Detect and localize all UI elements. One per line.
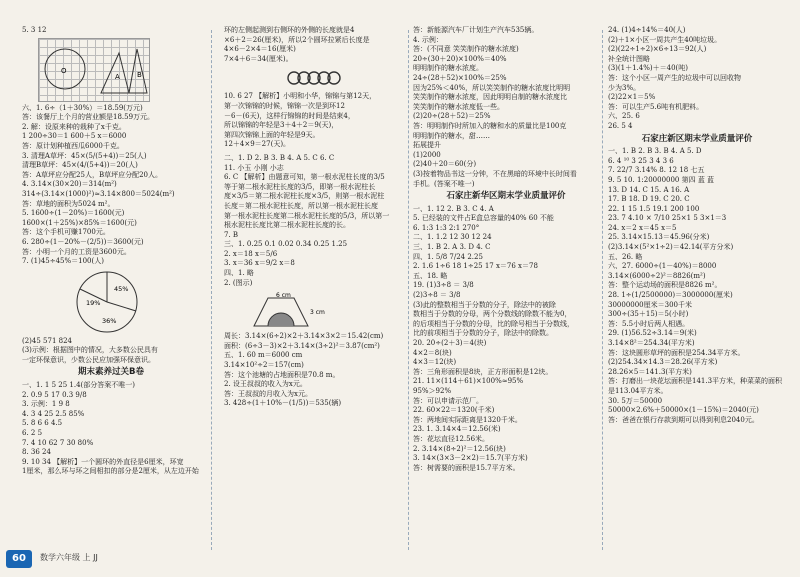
answer-line: 20÷(30＋20)×100%＝40% <box>413 54 507 63</box>
answer-line: 300÷(35＋15)＝5(小时) <box>608 310 689 319</box>
answer-line: 13. D 14. C 15. A 16. A <box>608 185 690 194</box>
answer-line: 答：可以申请示范厂。 <box>413 396 483 405</box>
answer-line: 答：明明制作时所加入的糖和水的质量比是100克 <box>413 121 567 130</box>
column-4 <box>608 26 786 425</box>
svg-text:6 cm: 6 cm <box>276 292 291 300</box>
answer-line: 答：A草坪应分配25人，B草坪应分配20人。 <box>22 170 163 179</box>
book-title: 数学六年级 上 JJ <box>40 553 98 562</box>
answer-line: 答：花坛直径12.56米。 <box>413 434 490 443</box>
answer-line: 笑笑制作的糖水浓度，因此明明自制的糖水浓度比 <box>413 93 567 102</box>
answer-line: 答：爸爸在银行存款到期可以得到利息2040元。 <box>608 415 759 424</box>
answer-line: 5. 1600÷(1－20%)＝1600(元) <box>22 209 125 218</box>
answer-line: (2)20÷(28＋52)＝25% <box>413 112 491 121</box>
answer-line: 答：小明一个月的工资是3600元。 <box>22 247 131 256</box>
answer-line: 明明制作的糖水浓度。 <box>413 64 483 73</box>
answer-line: 周长：3.14×(6÷2)×2＋3.14×3×2＝15.42(cm) <box>224 332 384 341</box>
answer-line: 28.26×5＝141.3(平方米) <box>608 367 692 376</box>
answer-line: 2. (图示) <box>224 278 253 287</box>
answer-line: (3)(1＋1.4%)＋＝40(吨) <box>608 64 688 73</box>
answer-line: 是113.04平方米。 <box>608 386 668 395</box>
column-divider <box>602 30 603 550</box>
answer-line: 17. B 18. D 19. C 20. C <box>608 195 690 204</box>
answer-line: 1600×(1＋25%)×85%＝1600(元) <box>22 218 137 227</box>
answer-line: 3. 示例：1 9 8 <box>22 400 70 409</box>
answer-line: (3)按着物品书这一分钟，不在黑暗的环境中长时间看 <box>413 169 577 178</box>
answer-line: 四、1. 5/8 7/24 2.25 <box>413 252 483 261</box>
answer-line: 9. 5 10. 1:20000000 第四 蓝 蓝 <box>608 175 715 184</box>
answer-line: 四、1. 略 <box>224 269 254 278</box>
answer-line: 笑笑制作的糖水浓度低一些。 <box>413 102 504 111</box>
answer-line: 三、1. 0.25 0.1 0.02 0.34 0.25 1.25 <box>224 240 348 249</box>
answer-line: (2)3.14×(5²×1÷2)＝42.14(平方分米) <box>608 243 734 252</box>
section-title-b: 期末素养过关B卷 <box>78 367 144 378</box>
answer-line: 答：整个运动场的面积是8826 m²。 <box>608 281 722 290</box>
column-3 <box>413 26 599 473</box>
answer-line: 比的前项相当于分数的分子，除法中的除数。 <box>413 329 553 338</box>
answer-line: 2. 设王叔叔的收入为x元。 <box>224 380 307 389</box>
section-title-xinqu: 石家庄新区期末学业质量评价 <box>641 133 753 144</box>
answer-line: 12＋4×9＝27(天)。 <box>224 140 291 149</box>
answer-line: 答：原计划种植西瓜6000千克。 <box>22 141 124 150</box>
answer-line: 答：5.5小时后两人相遇。 <box>608 319 690 328</box>
answer-line: 答：这块圆形草坪的面积是254.34平方米。 <box>608 348 745 357</box>
section-title-xinhua: 石家庄新华区期末学业质量评价 <box>446 191 566 202</box>
pie-chart-figure <box>72 269 142 335</box>
answer-line: 一、1. B 2. B 3. B 4. A 5. D <box>608 147 702 156</box>
answer-line: 50000×2.6%＋50000×(1－15%)＝2040(元) <box>608 406 759 415</box>
answer-line: 面积：(6÷3－3)×2＋3.14×(3÷2)²＝3.87(cm²) <box>224 341 380 350</box>
answer-line: 7×4＋6＝34(厘米)。 <box>224 54 293 63</box>
answer-line: 314÷(3.14×(1000)²)≈3.14×800＝5024(m²) <box>22 189 175 198</box>
answer-line: (1)2000 <box>413 150 441 159</box>
answer-line: 11. 小玉 小刚 小志 <box>224 163 284 172</box>
page-number-badge: 60 <box>6 550 32 568</box>
answer-line: 拓展提升 <box>413 141 441 150</box>
answer-line: 22. 60×22＝1320(千米) <box>413 406 495 415</box>
answer-line: 的后项相当于分数的分母，比的除号相当于分数线， <box>413 319 574 328</box>
answer-line: 2. 解：设原来种的栽种了x千克。 <box>22 122 126 131</box>
svg-text:A: A <box>115 72 120 81</box>
answer-line: 六、1. 6÷（1＋30%）＝18.59(万元) <box>22 103 143 112</box>
answer-line: 3.14×(6000÷2)²＝8826(m²) <box>608 271 706 280</box>
answer-line: 答：打磨出一块花坛面积是141.3平方米，种菜菜的面积 <box>608 377 783 386</box>
answer-line: 一、1. 12 2. B 3. C 4. A <box>413 204 494 213</box>
page-footer <box>0 548 800 577</box>
answer-line: 7. 22/7 3.14% 8. 12 18 七五 <box>608 166 705 175</box>
answer-line: 因为25%＜40%，所以笑笑制作的糖水浓度比明明 <box>413 83 571 92</box>
answer-line: (2)＋1×小区一周共产生40吨垃圾。 <box>608 35 722 44</box>
answer-line: 10. 6 27 【解析】小明和小华，锦锦与第12天， <box>224 92 377 101</box>
geometry-sketch <box>39 39 151 103</box>
answer-line: 24. x＝2 x＝45 x＝5 <box>608 223 677 232</box>
answer-line: 23. 7 4.10 × 7/10 25×1 5 3×1＝3 <box>608 214 727 223</box>
answer-line: 答：三角形面积是8块，正方形面积是12块。 <box>413 367 553 376</box>
answer-line: 3. 清理A草坪：45×(5/(5+4))＝25(人) <box>22 151 147 160</box>
answer-line: 五、26. 略 <box>608 252 643 261</box>
answer-line: 答：两地间实际距离是1320千米。 <box>413 415 522 424</box>
answer-line: 第一根水泥柱长度第二根水泥柱长度的5/3，所以第一 <box>224 211 390 220</box>
answer-line: 19. (1)3÷8 ＝ 3/8 <box>413 281 474 290</box>
answer-line: 长度＝第二根水泥柱长度，所以第一根水泥柱长度 <box>224 201 378 210</box>
answer-line: 二、1. 1.2 12 30 12 24 <box>413 233 492 242</box>
answer-line: 等于第二根水泥柱长度的3/5，即第一根水泥柱长 <box>224 182 376 191</box>
answer-line: 26. 5 4 <box>608 121 633 130</box>
pie-label-c: 36% <box>102 316 117 325</box>
answer-line: (2)3÷8 ＝ 3/8 <box>413 291 461 300</box>
answer-line: 二、1. D 2. B 3. B 4. A 5. C 6. C <box>224 153 335 162</box>
svg-text:3 cm: 3 cm <box>310 309 325 317</box>
answer-line: 所以锦锦的年轻是3＋4＋2＝9(天)， <box>224 121 339 130</box>
answer-line: 5. 3 12 <box>22 26 47 34</box>
answer-line: 7. (1)45÷45%＝100(人) <box>22 257 104 266</box>
svg-text:O: O <box>61 66 67 75</box>
answer-line: 4×6－2×4＝16(厘米) <box>224 45 296 54</box>
answer-line: 95%＞92% <box>413 386 452 395</box>
answer-line: 3.14×10²÷2＝157(cm) <box>224 361 304 370</box>
answer-line: 答：这个手机可赚1700元。 <box>22 228 110 237</box>
answer-line: 根水泥柱长度比第二根水泥柱长度的长。 <box>224 221 350 230</box>
answer-line: 答：可以生产5.6吨有机肥料。 <box>608 102 704 111</box>
answer-line: 五、1. 60 m＝6000 cm <box>224 351 303 360</box>
answer-line: 2. 1.6 1÷6 18 1÷25 17 x＝76 x＝78 <box>413 262 538 271</box>
answer-line: 29. (1)56.52÷3.14＝9(米) <box>608 329 697 338</box>
column-2 <box>224 26 404 409</box>
answer-line: (2)40＋20＝60(分) <box>413 160 477 169</box>
answer-line: 补全统计图略 <box>608 54 650 63</box>
answer-line: 环的左侧起测到右侧环的外侧的长度就是4 <box>224 26 355 34</box>
grid-figure <box>38 38 150 102</box>
answer-line: 6. 1:3 1:3 2:1 270° <box>413 223 480 232</box>
column-1 <box>22 26 200 477</box>
answer-line: 五、18. 略 <box>413 271 448 280</box>
answer-line: 第四次锦锦上面的年轻是9天。 <box>224 130 320 139</box>
rings-figure <box>224 66 404 90</box>
answer-line: 第一次锦锦的时候，锦锦一次是到环12 <box>224 101 345 110</box>
answer-line: 22. 1 15 1.5 19.1 200 100 <box>608 204 700 213</box>
answer-line: 1厘米，那么环与环之间相扣的部分是2厘米，从左边开始 <box>22 467 199 476</box>
answer-line: －6－(6天)，这样行锦锦的时间是结束4， <box>224 111 355 120</box>
answer-line: 4×2＝8(块) <box>413 348 452 357</box>
answer-line: 1 200÷30＝1 600＋5 x＝6000 <box>22 132 127 141</box>
answer-line: 6. 2 5 <box>22 429 43 438</box>
answer-line: 4. 3 4 25 2.5 85% <box>22 409 85 418</box>
answer-line: 答：(不同意 笑笑制作的糖水浓度) <box>413 45 519 54</box>
answer-line: (2)45 571 824 <box>22 336 72 345</box>
answer-line: 7. B <box>224 230 239 239</box>
answer-line: (2)254.34×14.3＝28.26(平方米) <box>608 358 718 367</box>
pie-label-b: 19% <box>86 298 101 307</box>
answer-line: 答：该餐厅上个月的营业额是18.59万元。 <box>22 113 155 122</box>
answer-line: 7. 4 10 62 7 30 80% <box>22 438 94 447</box>
answer-line: 3.14×8²＝254.34(平方米) <box>608 339 695 347</box>
answer-line: 24÷(28＋52)×100%＝25% <box>413 73 507 82</box>
answer-line: 25. 3.14×15.13＝45.96(分米) <box>608 233 710 242</box>
answer-line: 30000000厘米＝300千米 <box>608 300 692 309</box>
answer-line: 答：树需要的面积是15.7平方米。 <box>413 463 520 472</box>
answer-line: 23. 1. 3.14×4＝12.56(米) <box>413 425 501 434</box>
answer-line: 少为3%。 <box>608 83 641 92</box>
answer-line: 明明制作的糖水，甜…… <box>413 131 490 140</box>
answer-line: (3)示例：根据图中的情况，大多数公民具有 <box>22 346 158 355</box>
answer-line: 8. 36 24 <box>22 448 51 457</box>
answer-line: 20. 20÷(2＋3)＝4(块) <box>413 339 487 347</box>
answer-line: 数相当于分数的分母，两个分数线的除数不能为0， <box>413 310 572 319</box>
answer-line: 5. 已经装的文件占E盒总容量的40% 60 不能 <box>413 214 554 223</box>
answer-line: 答：草地的面积为5024 m²。 <box>22 199 115 208</box>
answer-line: 六、27. 6000÷(1－40%)＝8000 <box>608 262 717 271</box>
answer-line: 6. 4 ¹⁰ 3 25 3 4 3 6 <box>608 156 674 165</box>
pie-label-a: 45% <box>114 284 129 293</box>
answer-line: 六、25. 6 <box>608 112 640 121</box>
answer-line: 一定环保意识，少数公民应加强环保意识。 <box>22 355 155 364</box>
semicircle-figure <box>224 290 404 330</box>
answer-line: 6. C 【解析】由题意可知，第一根水泥柱长度的3/5 <box>224 173 385 182</box>
answer-line: 6. 280÷(1－20%－(2/5))＝3600(元) <box>22 237 144 246</box>
answer-line: 答：这个池塘的占地面积是70.8 m。 <box>224 370 340 379</box>
answer-line: ×6＋2＝26(厘米)，所以2个圆环拉紧后长度是 <box>224 35 370 44</box>
answer-line: 9. 10 34 【解析】一个圆环的外直径是6厘米，环宽 <box>22 457 184 466</box>
svg-text:B: B <box>137 70 142 79</box>
answer-line: 4×3＝12(块) <box>413 358 457 367</box>
column-divider <box>211 30 212 550</box>
answer-line: (2)22×1＝5% <box>608 93 656 102</box>
answer-line: 21. 11×(114＋61)×100%≈95% <box>413 377 524 386</box>
answer-line: 三、1. B 2. A 3. D 4. C <box>413 243 491 252</box>
answer-line: 手机。(答案不唯一) <box>413 179 475 188</box>
answer-line: 答：新能源汽车厂计划生产汽车535辆。 <box>413 26 539 34</box>
column-divider <box>408 30 409 550</box>
answer-line: 4. 示例： <box>413 35 443 44</box>
answer-line: 答：王叔叔的月收入为x元。 <box>224 389 312 398</box>
answer-line: (3)此的整数相当于分数的分子，除法中的被除 <box>413 300 556 309</box>
answer-line: 2. 0.9 5 17 0.3 9/8 <box>22 390 87 399</box>
answer-line: (2)(22÷1÷2)×6÷13＝92(人) <box>608 45 707 54</box>
answer-line: 4. 3.14×(30×20)＝314(m²) <box>22 180 117 189</box>
answer-line: 3. 14×(3×3－2×2)＝15.7(平方米) <box>413 454 528 463</box>
answer-line: 2. x＝18 x＝5/6 <box>224 249 278 258</box>
answer-line: 答：这个小区一周产生的垃圾中可以回收物 <box>608 73 741 82</box>
answer-line: 2. 3.14×(8÷2)²＝12.56(块) <box>413 444 506 453</box>
answer-line: 清理B草坪：45×(4/(5+4))＝20(人) <box>22 161 138 170</box>
answer-line: 3. x＝36 x＝9/2 x＝8 <box>224 259 295 268</box>
answer-line: 30. 5万＝50000 <box>608 396 663 405</box>
answer-line: 24. (1)4÷14%＝40(人) <box>608 26 686 34</box>
answer-line: 3. 428÷(1＋10%－(1/5))＝535(辆) <box>224 399 342 408</box>
answer-line: 28. 1÷(1/2500000)＝3000000(厘米) <box>608 291 733 300</box>
answer-line: 一、1. 1 5 25 1.4(部分答案不唯一) <box>22 381 135 390</box>
answer-line: 度×3/5＝第二根水泥柱长度×3/5，则第一根水泥柱 <box>224 192 385 201</box>
answer-line: 5. 8 6 6 4.5 <box>22 419 63 428</box>
